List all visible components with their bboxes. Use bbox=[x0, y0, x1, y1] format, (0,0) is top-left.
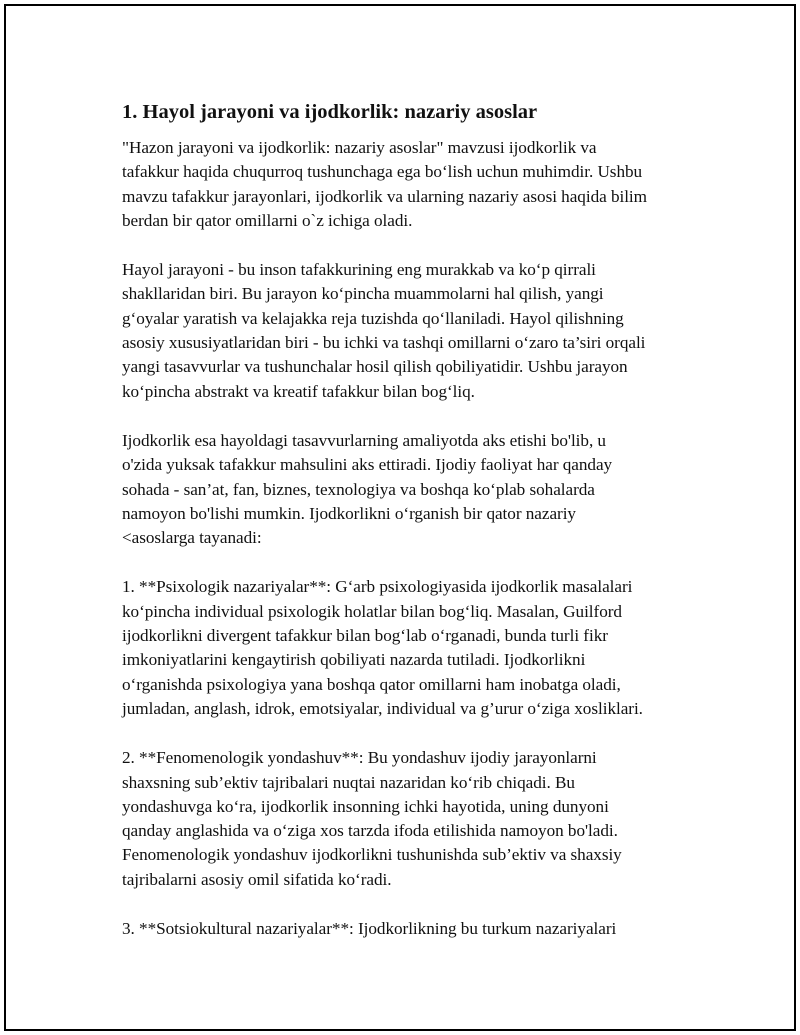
text-line: <asoslarga tayanadi: bbox=[122, 528, 262, 548]
text-line: asosiy xususiyatlaridan biri - bu ichki va tashqi omillarni o‘zaro ta’siri orqali bbox=[122, 333, 646, 353]
paragraph-psixologik bbox=[122, 575, 702, 721]
text-line: sohada - san’at, fan, biznes, texnologiya va boshqa ko‘plab sohalarda bbox=[122, 479, 595, 499]
text-line: mavzu tafakkur jarayonlari, ijodkorlik va ularning nazariy asosi haqida bilim bbox=[122, 186, 647, 206]
text-line: Fenomenologik yondashuv ijodkorlikni tushunishda sub’ektiv va shaxsiy bbox=[122, 845, 622, 865]
text-line: Ijodkorlik esa hayoldagi tasavvurlarning amaliyotda aks etishi bo'lib, u bbox=[122, 430, 606, 450]
text-line: qanday anglashida va o‘ziga xos tarzda ifoda etilishida namoyon bo'ladi. bbox=[122, 821, 618, 841]
text-line: tajribalarni asosiy omil sifatida ko‘radi. bbox=[122, 869, 392, 889]
paragraph-fenomenologik bbox=[122, 746, 702, 892]
text-line: 2. **Fenomenologik yondashuv**: Bu yondashuv ijodiy jarayonlarni bbox=[122, 748, 597, 768]
text-line: ijodkorlikni divergent tafakkur bilan bog‘lab o‘rganadi, bunda turli fikr bbox=[122, 626, 608, 646]
text-line: namoyon bo'lishi mumkin. Ijodkorlikni o‘rganish bir qator nazariy bbox=[122, 503, 576, 523]
text-line: ko‘pincha individual psixologik holatlar bilan bog‘liq. Masalan, Guilford bbox=[122, 601, 622, 621]
paragraph-sotsiokultural bbox=[122, 917, 702, 941]
text-line: tafakkur haqida chuqurroq tushunchaga ega bo‘lish uchun muhimdir. Ushbu bbox=[122, 162, 643, 182]
text-line: imkoniyatlarini kengaytirish qobiliyati nazarda tutiladi. Ijodkorlikni bbox=[122, 650, 586, 670]
document-page bbox=[4, 4, 796, 1031]
text-line: g‘oyalar yaratish va kelajakka reja tuzishda qo‘llaniladi. Hayol qilishning bbox=[122, 308, 624, 328]
text-line: "Hazon jarayoni va ijodkorlik: nazariy asoslar" mavzusi ijodkorlik va bbox=[122, 138, 597, 157]
text-line: yondashuvga ko‘ra, ijodkorlik insonning ichki hayotida, uning dunyoni bbox=[122, 796, 609, 816]
text-line: 3. **Sotsiokultural nazariyalar**: Ijodkorlikning bu turkum nazariyalari bbox=[122, 919, 617, 939]
text-line: shakllaridan biri. Bu jarayon ko‘pincha muammolarni hal qilish, yangi bbox=[122, 284, 604, 304]
text-line: shaxsning sub’ektiv tajribalari nuqtai nazaridan ko‘rib chiqadi. Bu bbox=[122, 772, 575, 792]
document-body bbox=[122, 98, 702, 966]
text-line: yangi tasavvurlar va tushunchalar hosil qilish qobiliyatidir. Ushbu jarayon bbox=[122, 357, 628, 377]
section-heading: 1. Hayol jarayoni va ijodkorlik: nazariy asoslar bbox=[122, 101, 538, 123]
paragraph-hayol bbox=[122, 258, 702, 404]
text-line: 1. **Psixologik nazariyalar**: G‘arb psixologiyasida ijodkorlik masalalari bbox=[122, 577, 633, 597]
text-line: o'zida yuksak tafakkur mahsulini aks ettiradi. Ijodiy faoliyat har qanday bbox=[122, 455, 613, 475]
text-line: berdan bir qator omillarni o`z ichiga oladi. bbox=[122, 210, 413, 230]
text-line: o‘rganishda psixologiya yana boshqa qator omillarni ham inobatga oladi, bbox=[122, 674, 621, 694]
text-line: Hayol jarayoni - bu inson tafakkurining eng murakkab va ko‘p qirrali bbox=[122, 260, 596, 280]
text-line: jumladan, anglash, idrok, emotsiyalar, individual va g’urur o‘ziga xosliklari. bbox=[122, 698, 643, 718]
text-line: ko‘pincha abstrakt va kreatif tafakkur bilan bog‘liq. bbox=[122, 381, 475, 401]
paragraph-ijodkorlik bbox=[122, 429, 702, 550]
paragraph-intro bbox=[122, 136, 702, 233]
